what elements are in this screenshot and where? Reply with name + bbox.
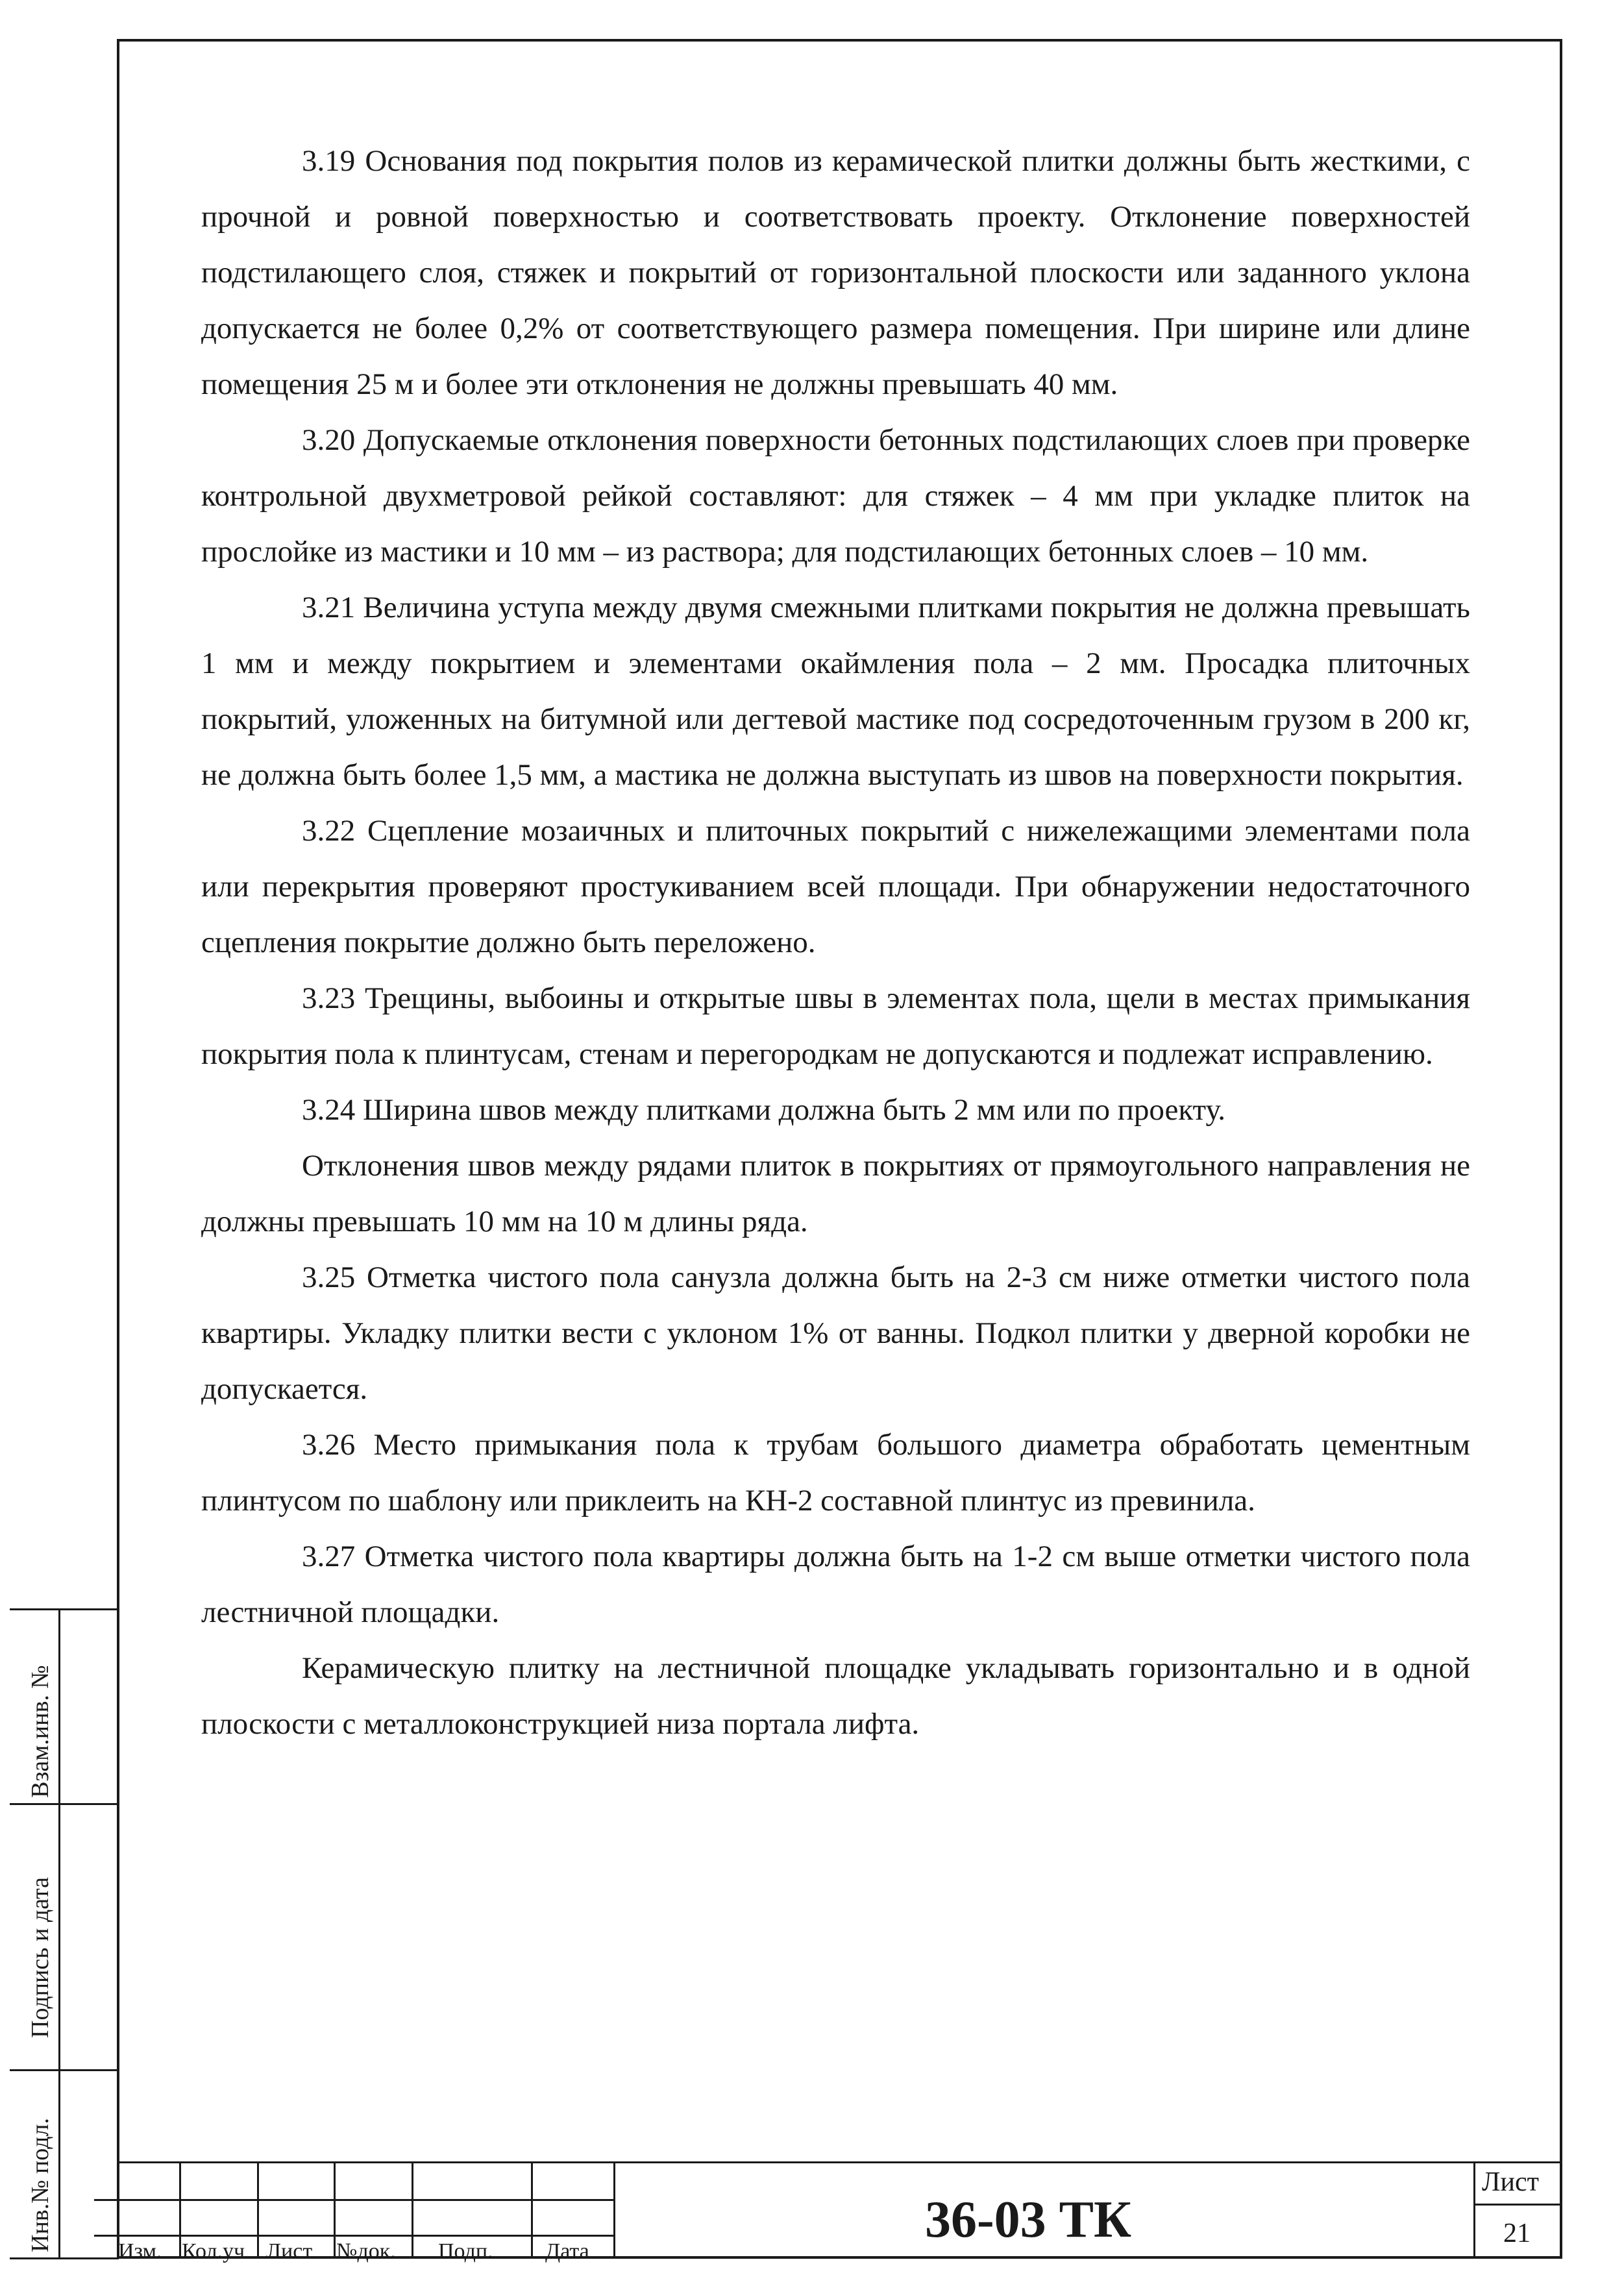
- paragraph-ceramic-tile: Керамическую плитку на лестничной площадке укладывать горизонтально и в одной плоскости с металлоконструкцией низа портала лифта.: [201, 1651, 1470, 1741]
- paragraph-3-24-deviation: Отклонения швов между рядами плиток в покрытиях от прямоугольного направления не должны превышать 10 мм на 10 м длины ряда.: [201, 1149, 1470, 1238]
- col-kol-uch: Кол.уч: [182, 2239, 245, 2263]
- col-podp: Подп.: [438, 2239, 493, 2263]
- paragraph-3-23: 3.23 Трещины, выбоины и открытые швы в элементах пола, щели в местах примыкания покрытия пола к плинтусам, стенам и перегородкам не допускаются и подлежат исправлению.: [201, 981, 1470, 1071]
- sheet-label: Лист: [1482, 2167, 1539, 2197]
- paragraph-3-26: 3.26 Место примыкания пола к трубам большого диаметра обработать цементным плинтусом по шаблону или приклеить на КН-2 составной плинтус из превинила.: [201, 1428, 1470, 1518]
- paragraph-3-19: 3.19 Основания под покрытия полов из керамической плитки должны быть жесткими, с прочной и ровной поверхностью и соответствовать проекту. Отклонение поверхностей подстилающего слоя, стяжек и покрытий от горизонтальной плоскости или заданного уклона допускается не более 0,2% от соответствующего размера помещения. При ширине или длине помещения 25 м и более эти отклонения не должны превышать 40 мм.: [201, 144, 1470, 401]
- paragraph-3-25: 3.25 Отметка чистого пола санузла должна быть на 2-3 см ниже отметки чистого пола квартиры. Укладку плитки вести с уклоном 1% от ванны. Подкол плитки у дверной коробки не допускается.: [201, 1260, 1470, 1406]
- paragraph-3-27: 3.27 Отметка чистого пола квартиры должна быть на 1-2 см выше отметки чистого пола лестничной площадки.: [201, 1540, 1470, 1629]
- document-code: 36-03 ТК: [925, 2191, 1132, 2248]
- col-data: Дата: [545, 2239, 589, 2263]
- paragraph-3-24: 3.24 Ширина швов между плитками должна быть 2 мм или по проекту.: [302, 1093, 1226, 1127]
- document-body: [201, 133, 1470, 1752]
- paragraph-3-21: 3.21 Величина уступа между двумя смежными плитками покрытия не должна превышать 1 мм и между покрытием и элементами окаймления пола – 2 мм. Просадка плиточных покрытий, уложенных на битумной или дегтевой мастике под сосредоточенным грузом в 200 кг, не должна быть более 1,5 мм, а мастика не должна выступать из швов на поверхности покрытия.: [201, 591, 1470, 792]
- paragraph-3-20: 3.20 Допускаемые отклонения поверхности бетонных подстилающих слоев при проверке контрольной двухметровой рейкой составляют: для стяжек – 4 мм при укладке плиток на прослойке из мастики и 10 мм – из раствора; для подстилающих бетонных слоев – 10 мм.: [201, 423, 1470, 569]
- sheet-number: 21: [1503, 2218, 1531, 2248]
- col-ndok: №док.: [336, 2239, 396, 2263]
- col-izm: Изм.: [118, 2239, 162, 2263]
- col-list: Лист: [266, 2239, 313, 2263]
- paragraph-3-22: 3.22 Сцепление мозаичных и плиточных покрытий с нижележащими элементами пола или перекрытия проверяют простукиванием всей площади. При обнаружении недостаточного сцепления покрытие должно быть переложено.: [201, 814, 1470, 959]
- document-page: 3.19 Основания под покрытия полов из керамической плитки должны быть жесткими, с прочной и ровной поверхностью и соответствовать проекту. Отклонение поверхностей подстилающего слоя, стяжек и покрытий от горизонтальной плоскости или заданного уклона допускается не более 0,2% от соответствующего размера помещения. При ширине или длине помещения 25 м и более эти отклонения не должны превышать 40 мм. 3.20 Допускаемые отклонения поверхности бетонных подстилающих слоев при проверке контрольной двухметровой рейкой составляют: для стяжек – 4 мм при укладке плиток на прослойке из мастики и 10 мм – из раствора; для подстилающих бетонных слоев – 10 мм. 3.21 Величина уступа между двумя смежными плитками покрытия не должна превышать 1 мм и между покрытием и элементами окаймления пола – 2 мм. Просадка плиточных покрытий, уложенных на битумной или дегтевой мастике под сосредоточенным грузом в 200 кг, не должна быть более 1,5 мм, а мастика не должна выступать из швов на поверхности покрытия. 3.22 Сцепление мозаичных и плиточных покрытий с нижележащими элементами пола или перекрытия проверяют простукиванием всей площади. При обнаружении недостаточного сцепления покрытие должно быть переложено. 3.23 Трещины, выбоины и открытые швы в элементах пола, щели в местах примыкания покрытия пола к плинтусам, стенам и перегородкам не допускаются и подлежат исправлению. 3.24 Ширина швов между плитками должна быть 2 мм или по проекту. Отклонения швов между рядами плиток в покрытиях от прямоугольного направления не должны превышать 10 мм на 10 м длины ряда. 3.25 Отметка чистого пола санузла должна быть на 2-3 см ниже отметки чистого пола квартиры. Укладку плитки вести с уклоном 1% от ванны. Подкол плитки у дверной коробки не допускается. 3.26 Место примыкания пола к трубам большого диаметра обработать цементным плинтусом по шаблону или приклеить на КН-2 составной плинтус из превинила. 3.27 Отметка чистого пола квартиры должна быть на 1-2 см выше отметки чистого пола лестничной площадки. Керамическую плитку на лестничной площадке укладывать горизонтально и в одной плоскости с металлоконструкцией низа портала лифта. Взам.инв. № Подпись и дата Инв.№ подл. Изм. Кол.уч Лист №док. Подп. Дата 36-03 ТК Лист 21: [0, 0, 1624, 2286]
